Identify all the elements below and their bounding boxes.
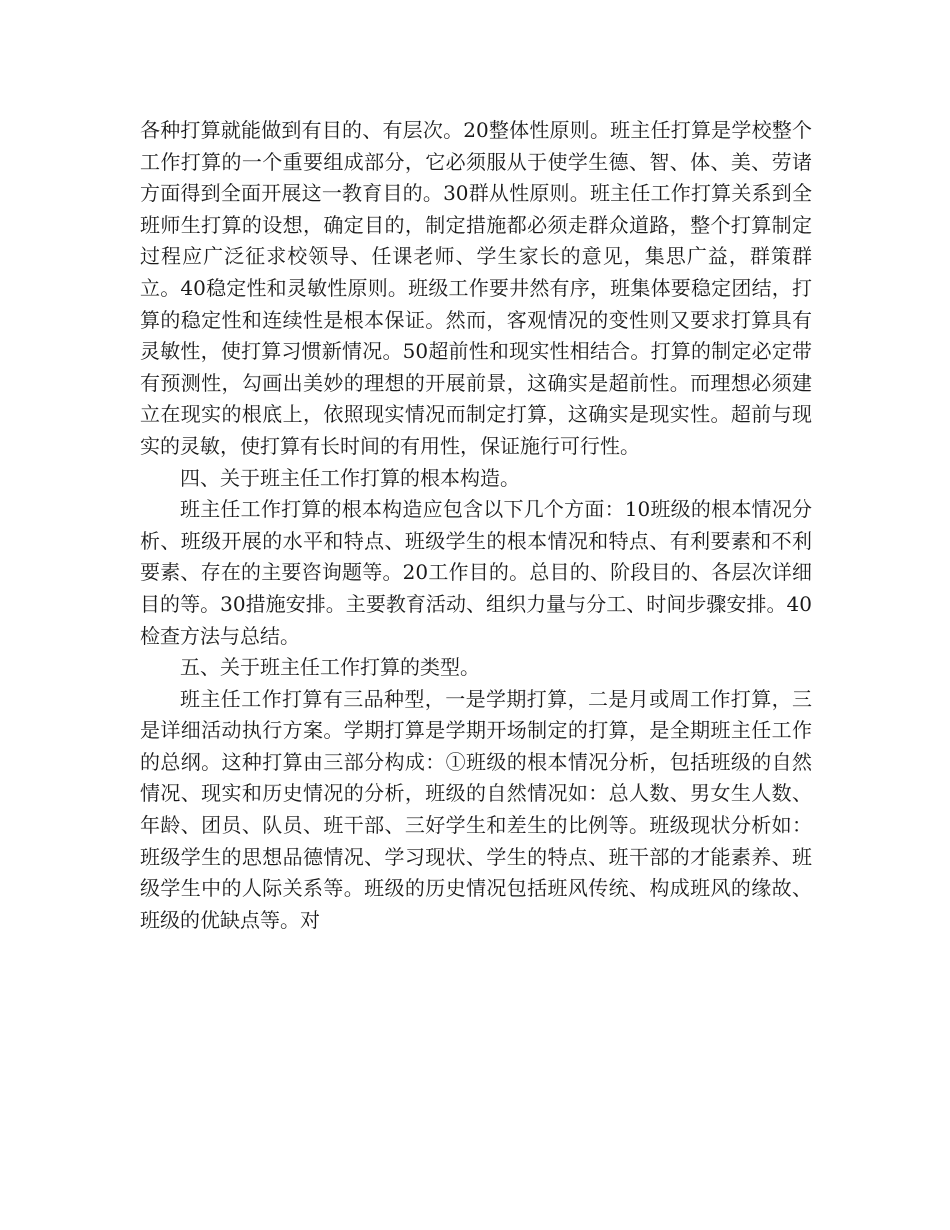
body-paragraph-structure: 班主任工作打算的根本构造应包含以下几个方面：10班级的根本情况分析、班级开展的水平和特点、班级学生的根本情况和特点、有利要素和不利要素、存在的主要咨询题等。20工作目的。总目的、阶段目的、各层次详细目的等。30措施安排。主要教育活动、组织力量与分工、时间步骤安排。40检查方法与总结。 — [140, 497, 812, 648]
body-paragraph-types: 班主任工作打算有三品种型，一是学期打算，二是月或周工作打算，三是详细活动执行方案。学期打算是学期开场制定的打算，是全期班主任工作的总纲。这种打算由三部分构成：①班级的根本情况分析，包括班级的自然情况、现实和历史情况的分析，班级的自然情况如：总人数、男女生人数、年龄、团员、队员、班干部、三好学生和差生的比例等。班级现状分析如：班级学生的思想品德情况、学习现状、学生的特点、班干部的才能素养、班级学生中的人际关系等。班级的历史情况包括班风传统、构成班风的缘故、班级的优缺点等。对 — [140, 686, 812, 932]
section-heading-structure: 四、关于班主任工作打算的根本构造。 — [180, 465, 520, 490]
body-paragraph-principles: 各种打算就能做到有目的、有层次。20整体性原则。班主任打算是学校整个工作打算的一个重要组成部分，它必须服从于使学生德、智、体、美、劳诸方面得到全面开展这一教育目的。30群从性原则。班主任工作打算关系到全班师生打算的设想，确定目的，制定措施都必须走群众道路，整个打算制定过程应广泛征求校领导、任课老师、学生家长的意见，集思广益，群策群立。40稳定性和灵敏性原则。班级工作要井然有序，班集体要稳定团结，打算的稳定性和连续性是根本保证。然而，客观情况的变性则又要求打算具有灵敏性，使打算习惯新情况。50超前性和现实性相结合。打算的制定必定带有预测性，勾画出美妙的理想的开展前景，这确实是超前性。而理想必须建立在现实的根底上，依照现实情况而制定打算，这确实是现实性。超前与现实的灵敏，使打算有长时间的有用性，保证施行可行性。 — [140, 118, 812, 458]
section-heading-types: 五、关于班主任工作打算的类型。 — [180, 655, 480, 680]
document-body — [140, 115, 812, 936]
